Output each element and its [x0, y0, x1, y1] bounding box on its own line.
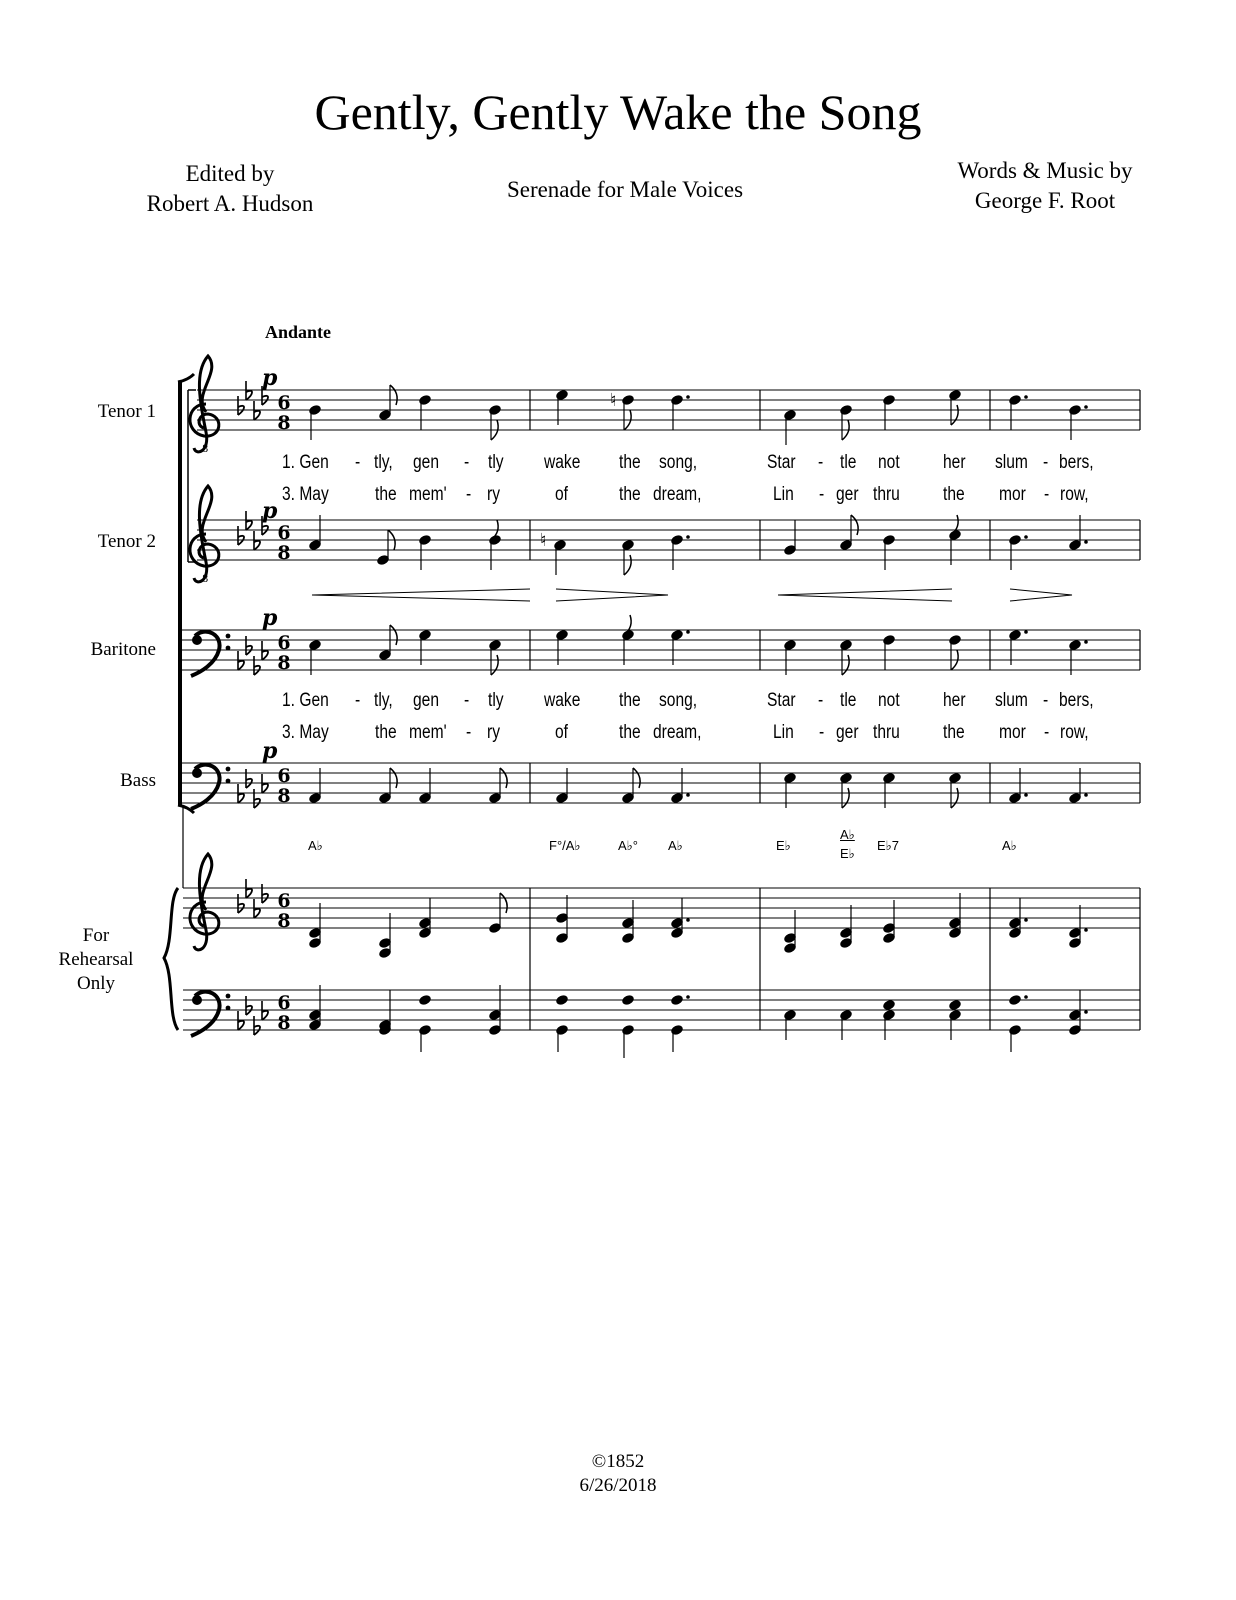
- lyric-syllable: Lin: [773, 484, 794, 505]
- lyric-syllable: ry: [487, 722, 500, 743]
- lyric-syllable: tle: [840, 452, 857, 473]
- bass-clef-icon: [191, 992, 230, 1036]
- lyric-syllable: mor: [999, 722, 1026, 743]
- lyric-syllable: mor: [999, 484, 1026, 505]
- lyric-syllable: tly,: [374, 452, 393, 473]
- notes-tenor1: [308, 385, 1088, 445]
- page-title: Gently, Gently Wake the Song: [314, 84, 922, 140]
- lyric-syllable: thru: [873, 484, 900, 505]
- lyric-syllable: wake: [544, 690, 581, 711]
- lyric-syllable: thru: [873, 722, 900, 743]
- lyric-syllable: of: [555, 484, 569, 505]
- lyric-syllable: the: [619, 722, 641, 743]
- lyric-syllable: Lin: [773, 722, 794, 743]
- staff-bass: [180, 763, 1140, 803]
- lyric-syllable: the: [619, 690, 641, 711]
- lyric-syllable: tly: [488, 690, 504, 711]
- lyric-syllable: row,: [1060, 484, 1089, 505]
- lyric-syllable: not: [878, 690, 900, 711]
- time-sig-bottom: 8: [277, 785, 291, 807]
- chord-symbol: A♭: [1002, 838, 1017, 853]
- part-label-bass: Bass: [120, 770, 156, 791]
- lyric-syllable: gen: [413, 452, 439, 473]
- lyric-hyphen: -: [1044, 722, 1050, 743]
- part-label-tenor1: Tenor 1: [97, 401, 156, 422]
- chord-symbol: A♭: [308, 838, 323, 853]
- chord-symbol: A♭°: [618, 838, 639, 853]
- natural-sign: ♮: [610, 390, 617, 411]
- lyric-syllable: tly,: [374, 690, 393, 711]
- lyric-syllable: wake: [544, 452, 581, 473]
- key-signature-bass: [238, 769, 268, 808]
- staff-piano-bass: [183, 990, 1140, 1030]
- lyric-hyphen: -: [819, 484, 825, 505]
- lyric-hyphen: -: [466, 722, 472, 743]
- composer-line-1: Words & Music by: [957, 158, 1133, 183]
- subtitle: Serenade for Male Voices: [506, 177, 744, 202]
- time-sig-bottom: 8: [277, 1012, 291, 1034]
- time-sig-top: 6: [277, 992, 291, 1014]
- lyric-syllable: row,: [1060, 722, 1089, 743]
- rehearsal-line-1: For: [82, 925, 110, 946]
- lyric-syllable: gen: [413, 690, 439, 711]
- chord-symbol: A♭: [668, 838, 683, 853]
- hairpins: [312, 589, 1072, 601]
- lyric-syllable: ry: [487, 484, 500, 505]
- lyric-syllable: 3. May: [282, 484, 329, 505]
- lyric-syllable: of: [555, 722, 569, 743]
- lyric-syllable: the: [375, 484, 397, 505]
- notes-tenor2: [308, 515, 1088, 575]
- lyric-syllable: Star: [767, 690, 796, 711]
- chord-symbol-denominator: E♭: [840, 846, 855, 861]
- lyric-syllable: mem': [409, 722, 447, 743]
- lyrics-upper-verse3: [0, 484, 1236, 514]
- lyric-syllable: song,: [659, 690, 698, 711]
- lyric-syllable: dream,: [653, 722, 702, 743]
- lyric-hyphen: -: [464, 452, 470, 473]
- time-sig-bottom: 8: [277, 652, 291, 674]
- lyric-syllable: ger: [836, 484, 859, 505]
- rehearsal-line-3: Only: [77, 973, 115, 994]
- lyric-hyphen: -: [355, 690, 361, 711]
- lyric-syllable: her: [943, 690, 966, 711]
- lyric-syllable: the: [943, 722, 965, 743]
- footer: [0, 1450, 1236, 1498]
- lyric-syllable: her: [943, 452, 966, 473]
- lyric-syllable: 1. Gen: [282, 452, 329, 473]
- lyrics-upper-verse1: [0, 452, 1236, 482]
- tempo-marking: Andante: [265, 322, 332, 342]
- part-label-tenor2: Tenor 2: [97, 531, 156, 552]
- part-label-baritone: Baritone: [90, 639, 156, 660]
- lyric-syllable: slum: [995, 690, 1028, 711]
- key-signature-piano-bass: [238, 996, 268, 1035]
- dynamic-p: p: [262, 605, 278, 631]
- lyric-syllable: ger: [836, 722, 859, 743]
- footer-date: 6/26/2018: [579, 1475, 657, 1496]
- staff-baritone: [180, 630, 1140, 670]
- notes-piano-bass: [308, 985, 1088, 1058]
- lyric-syllable: 3. May: [282, 722, 329, 743]
- chord-symbol: F°/A♭: [549, 838, 581, 853]
- staff-tenor1: [197, 390, 1140, 430]
- dynamic-p: p: [262, 738, 278, 764]
- rehearsal-line-2: Rehearsal: [58, 949, 134, 970]
- lyric-syllable: mem': [409, 484, 447, 505]
- lyric-hyphen: -: [819, 722, 825, 743]
- lyric-hyphen: -: [1044, 484, 1050, 505]
- composer-line-2: George F. Root: [974, 188, 1116, 213]
- time-sig-top: 6: [277, 392, 291, 414]
- lyric-syllable: 1. Gen: [282, 690, 329, 711]
- chord-symbol: E♭: [776, 838, 791, 853]
- treble-clef-icon: [190, 854, 219, 950]
- piano-brace: [164, 888, 178, 1030]
- chord-symbol-numerator: A♭: [840, 827, 855, 842]
- lyric-hyphen: -: [1043, 690, 1049, 711]
- lyric-hyphen: -: [818, 690, 824, 711]
- notes-bass: [308, 768, 1088, 808]
- time-sig-top: 6: [277, 765, 291, 787]
- octave-8-mark: 8: [202, 574, 209, 585]
- treble-clef-icon: [190, 356, 219, 452]
- staff-piano-treble: [183, 888, 1140, 928]
- octave-8-mark: 8: [202, 444, 209, 455]
- dynamic-p: p: [262, 498, 278, 524]
- lyric-syllable: tle: [840, 690, 857, 711]
- bass-clef-icon: [191, 765, 230, 809]
- lyric-syllable: song,: [659, 452, 698, 473]
- lyric-syllable: dream,: [653, 484, 702, 505]
- copyright-text: ©1852: [591, 1451, 645, 1472]
- lyric-syllable: Star: [767, 452, 796, 473]
- time-sig-bottom: 8: [277, 542, 291, 564]
- time-sig-top: 6: [277, 632, 291, 654]
- lyric-syllable: the: [619, 452, 641, 473]
- lyric-syllable: bers,: [1059, 452, 1094, 473]
- staff-tenor2: [197, 520, 1140, 560]
- key-signature-baritone: [238, 636, 268, 675]
- time-sig-bottom: 8: [277, 412, 291, 434]
- lyrics-lower-verse1: [0, 690, 1236, 720]
- natural-sign: ♮: [540, 530, 547, 551]
- lyric-hyphen: -: [1043, 452, 1049, 473]
- lyric-syllable: slum: [995, 452, 1028, 473]
- notes-piano-treble: [308, 893, 1088, 959]
- bass-clef-icon: [191, 632, 230, 676]
- dynamic-p: p: [262, 365, 278, 391]
- lyric-syllable: the: [375, 722, 397, 743]
- lyric-syllable: bers,: [1059, 690, 1094, 711]
- lyric-syllable: tly: [488, 452, 504, 473]
- lyric-hyphen: -: [818, 452, 824, 473]
- lyric-hyphen: -: [466, 484, 472, 505]
- lyric-hyphen: -: [355, 452, 361, 473]
- editor-line-1: Edited by: [185, 161, 275, 186]
- editor-line-2: Robert A. Hudson: [146, 191, 314, 216]
- lyrics-lower-verse3: [0, 722, 1236, 752]
- time-sig-bottom: 8: [277, 910, 291, 932]
- lyric-syllable: the: [619, 484, 641, 505]
- lyric-syllable: the: [943, 484, 965, 505]
- chord-symbol: E♭7: [877, 838, 900, 853]
- time-sig-top: 6: [277, 890, 291, 912]
- lyric-hyphen: -: [464, 690, 470, 711]
- lyric-syllable: not: [878, 452, 900, 473]
- time-sig-top: 6: [277, 522, 291, 544]
- notes-baritone: [308, 615, 1088, 675]
